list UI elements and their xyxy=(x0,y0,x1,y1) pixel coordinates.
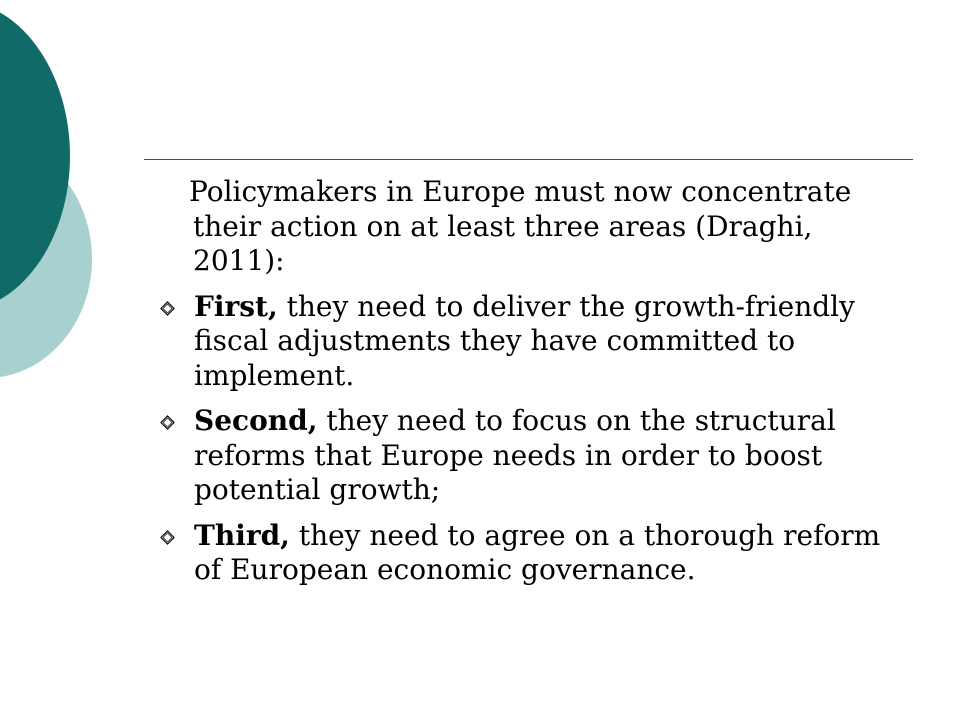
slide-body xyxy=(160,175,920,599)
bullet-text: they need to agree on a thorough reform of European economic governance. xyxy=(194,518,881,586)
hollow-diamond-icon xyxy=(160,415,175,430)
bullet-item-first xyxy=(160,290,920,394)
intro-paragraph: Policymakers in Europe must now concentrate their action on at least three areas (Draghi, 2011): xyxy=(189,175,852,277)
hollow-diamond-icon xyxy=(160,301,175,316)
bullet-item-third xyxy=(160,519,920,588)
bullet-lead: First, xyxy=(194,289,278,323)
bullet-item-second xyxy=(160,404,920,508)
title-divider-line xyxy=(144,159,913,160)
hollow-diamond-icon xyxy=(160,530,175,545)
bullet-text: they need to deliver the growth-friendly fiscal adjustments they have committed to implement. xyxy=(194,289,855,392)
bullet-lead: Second, xyxy=(194,404,318,437)
bullet-lead: Third, xyxy=(194,518,290,552)
bullet-text: they need to focus on the structural reforms that Europe needs in order to boost potential growth; xyxy=(194,404,836,506)
